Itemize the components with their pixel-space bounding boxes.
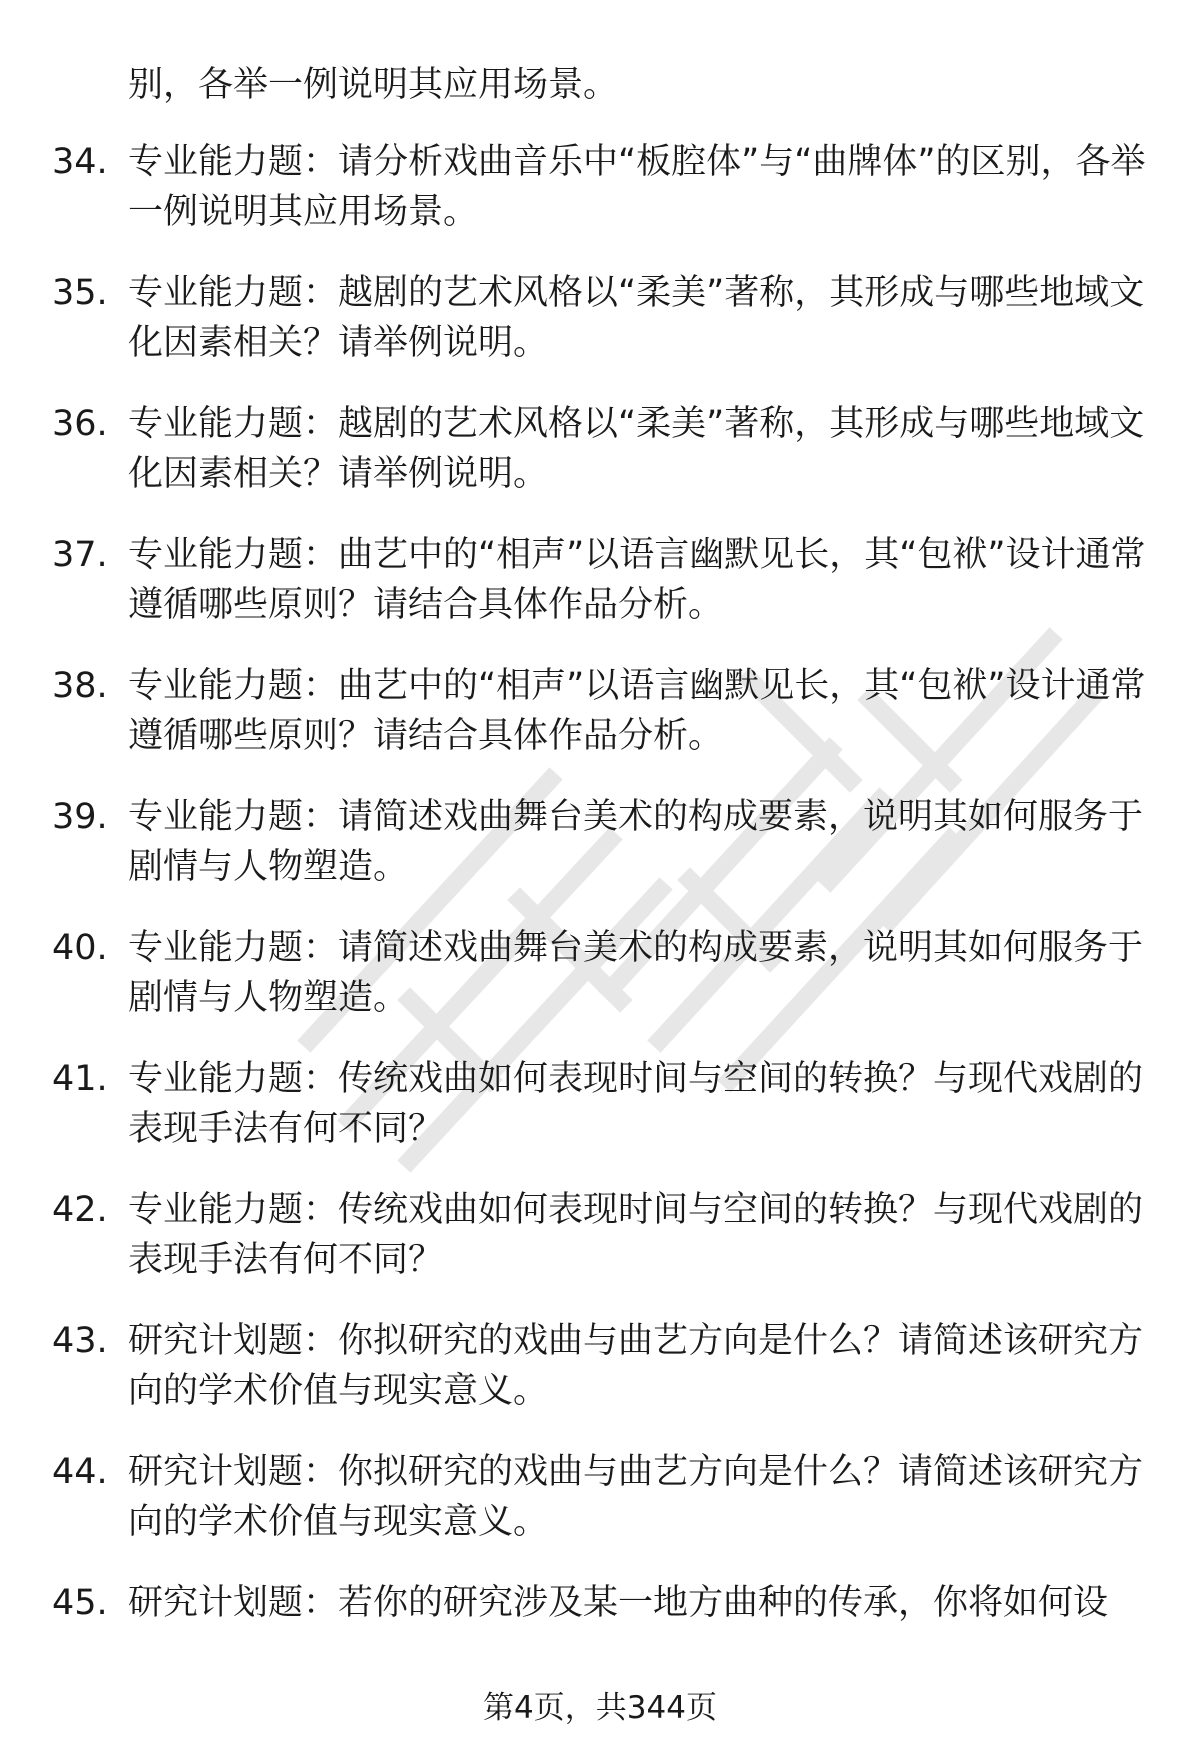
list-item [0, 923, 1200, 1054]
question-text: 专业能力题：传统戏曲如何表现时间与空间的转换？与现代戏剧的表现手法有何不同？ [128, 1190, 1144, 1280]
list-item [0, 137, 1200, 268]
question-text: 专业能力题：越剧的艺术风格以“柔美”著称，其形成与哪些地域文化因素相关？请举例说明。 [128, 273, 1145, 363]
question-text: 研究计划题：若你的研究涉及某一地方曲种的传承，你将如何设 [128, 1583, 1109, 1623]
question-text: 专业能力题：请简述戏曲舞台美术的构成要素，说明其如何服务于剧情与人物塑造。 [128, 797, 1144, 887]
question-number: 40. [52, 928, 108, 968]
question-number: 35. [52, 273, 108, 313]
question-text: 研究计划题：你拟研究的戏曲与曲艺方向是什么？请简述该研究方向的学术价值与现实意义。 [128, 1452, 1144, 1542]
question-number: 38. [52, 666, 108, 706]
question-number: 43. [52, 1321, 108, 1361]
question-text: 专业能力题：曲艺中的“相声”以语言幽默见长，其“包袱”设计通常遵循哪些原则？请结合具体作品分析。 [128, 535, 1146, 625]
question-text: 专业能力题：越剧的艺术风格以“柔美”著称，其形成与哪些地域文化因素相关？请举例说明。 [128, 404, 1145, 494]
continuation-line: 别，各举一例说明其应用场景。 [128, 65, 619, 105]
question-number: 41. [52, 1059, 108, 1099]
question-text: 专业能力题：请分析戏曲音乐中“板腔体”与“曲牌体”的区别，各举一例说明其应用场景。 [128, 142, 1146, 232]
question-list [0, 137, 1200, 1709]
question-text: 研究计划题：你拟研究的戏曲与曲艺方向是什么？请简述该研究方向的学术价值与现实意义。 [128, 1321, 1144, 1411]
question-number: 34. [52, 142, 108, 182]
list-item [0, 1054, 1200, 1185]
list-item [0, 1447, 1200, 1578]
question-number: 45. [52, 1583, 108, 1623]
question-number: 42. [52, 1190, 108, 1230]
list-item [0, 399, 1200, 530]
list-item [0, 268, 1200, 399]
list-item [0, 1185, 1200, 1316]
list-item [0, 792, 1200, 923]
question-text: 专业能力题：传统戏曲如何表现时间与空间的转换？与现代戏剧的表现手法有何不同？ [128, 1059, 1144, 1149]
question-number: 36. [52, 404, 108, 444]
question-number: 44. [52, 1452, 108, 1492]
list-item [0, 661, 1200, 792]
question-number: 39. [52, 797, 108, 837]
question-number: 37. [52, 535, 108, 575]
list-item [0, 1316, 1200, 1447]
page-footer: 第4页，共344页 [483, 1690, 717, 1726]
list-item [0, 530, 1200, 661]
question-text: 专业能力题：曲艺中的“相声”以语言幽默见长，其“包袱”设计通常遵循哪些原则？请结合具体作品分析。 [128, 666, 1146, 756]
question-text: 专业能力题：请简述戏曲舞台美术的构成要素，说明其如何服务于剧情与人物塑造。 [128, 928, 1144, 1018]
